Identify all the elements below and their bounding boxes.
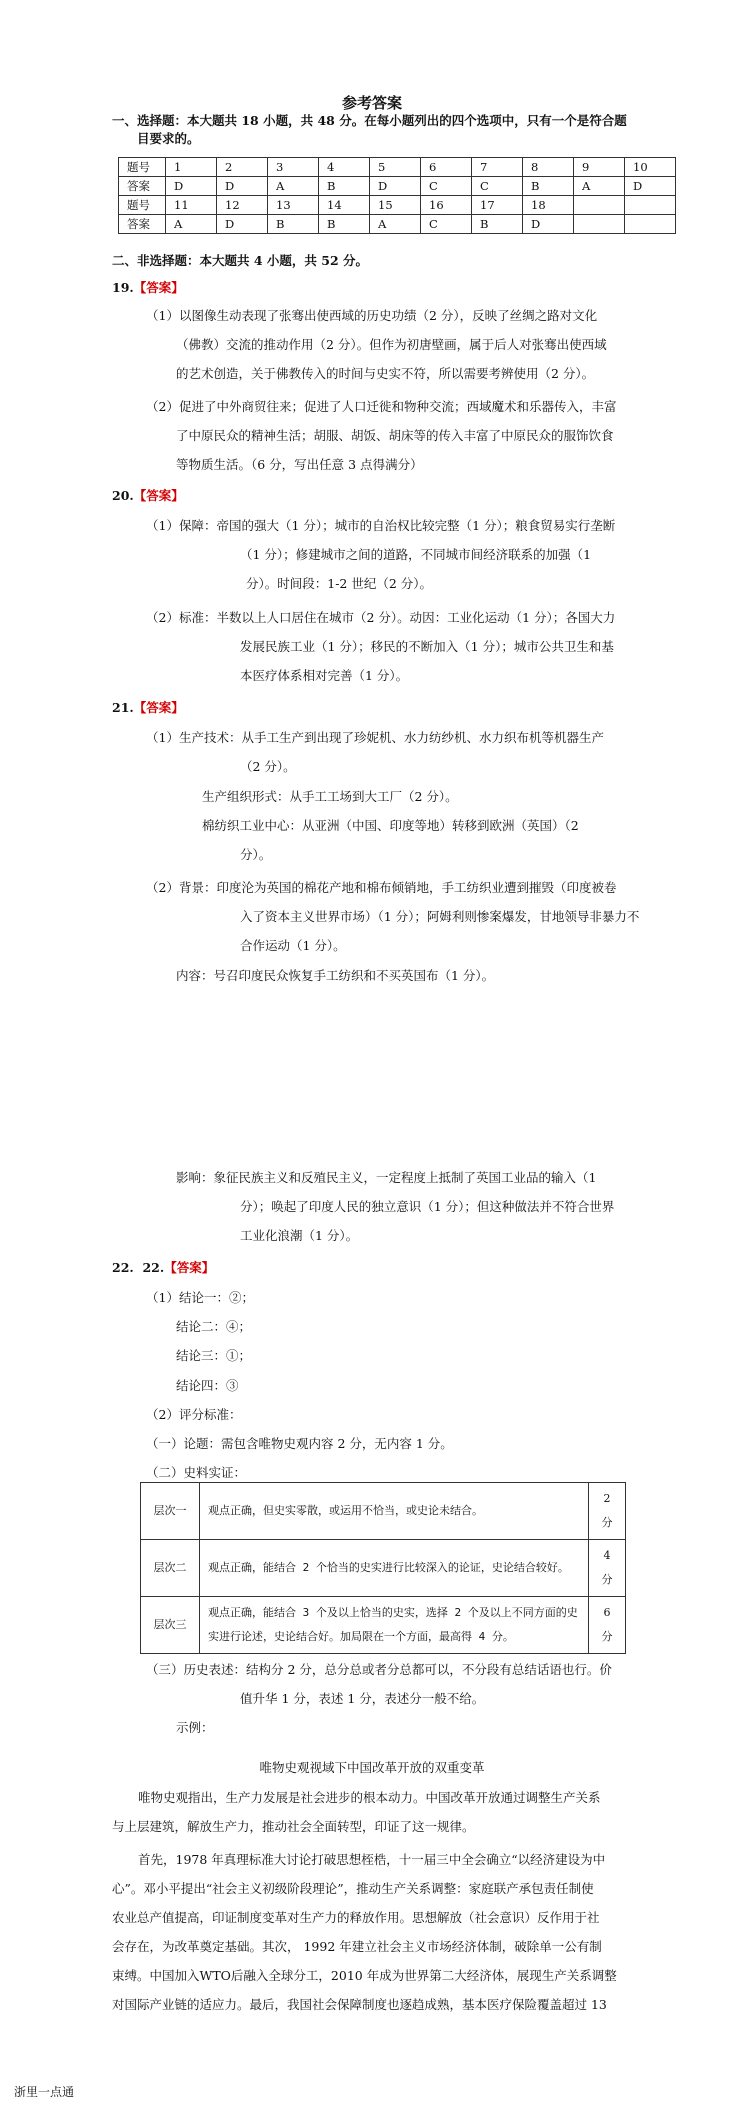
- table-row: 题号 11 12 13 14 15 16 17 18: [119, 196, 676, 215]
- essay-title: 唯物史观视域下中国改革开放的双重变革: [259, 1760, 485, 1775]
- scoring-table: [140, 1482, 626, 1654]
- q22-scoring-heading: （2）评分标准：: [146, 1407, 242, 1422]
- q20-a2-line1: （2）标准：半数以上人口居住在城市（2 分）。动因：工业化运动（1 分）；各国大力: [146, 610, 616, 625]
- q19-a1-line2: （佛教）交流的推动作用（2 分）。但作为初唐壁画，属于后人对张骞出使西域: [176, 337, 607, 352]
- table-row: 答案 A D B B A C B D: [119, 215, 676, 234]
- q22-conclusion-2: 结论二：④；: [176, 1319, 252, 1334]
- q21-a1-line2: （2 分）。: [240, 759, 296, 774]
- q21-a3-line1: 影响：象征民族主义和反殖民主义，一定程度上抵制了英国工业品的输入（1: [176, 1170, 597, 1185]
- choice-answer-table: [118, 157, 676, 234]
- q22-conclusion-4: 结论四：③: [176, 1378, 239, 1393]
- q22-heading: 22. 22.【答案】: [112, 1260, 215, 1275]
- q20-a2-line2: 发展民族工业（1 分）；移民的不断加入（1 分）；城市公共卫生和基: [240, 639, 614, 654]
- q19-heading: 19.【答案】: [112, 280, 184, 295]
- q20-a1-line1: （1）保障：帝国的强大（1 分）；城市的自治权比较完整（1 分）；粮食贸易实行垄断: [146, 518, 616, 533]
- q22-expression-line1: （三）历史表述：结构分 2 分，总分总或者分总都可以，不分段有总结话语也行。价: [146, 1662, 612, 1677]
- q22-scoring-evidence: （二）史料实证：: [146, 1465, 247, 1480]
- q19-a1-line1: （1）以图像生动表现了张骞出使西域的历史功绩（2 分），反映了丝绸之路对文化: [146, 308, 598, 323]
- q21-a2-line3: 合作运动（1 分）。: [240, 938, 346, 953]
- essay-p2-line2: 心”。邓小平提出“社会主义初级阶段理论”，推动生产关系调整：家庭联产承包责任制使: [112, 1881, 594, 1896]
- q21-a3-line3: 工业化浪潮（1 分）。: [240, 1228, 359, 1243]
- table-row: 层次三 观点正确，能结合 3 个及以上恰当的史实，选择 2 个及以上不同方面的史实进行论述，史论结合好。加局限在一个方面，最高得 4 分。 6 分: [141, 1597, 626, 1654]
- q21-a3-line2: 分）；唤起了印度人民的独立意识（1 分）；但这种做法并不符合世界: [240, 1199, 615, 1214]
- essay-p1-line2: 与上层建筑，解放生产力，推动社会全面转型，印证了这一规律。: [112, 1819, 475, 1834]
- part1-heading: 一、选择题：本大题共 18 小题，共 48 分。在每小题列出的四个选项中，只有一个是符合题 目要求的。: [112, 113, 627, 146]
- table-row: 题号 1 2 3 4 5 6 7 8 9 10: [119, 158, 676, 177]
- q19-a2-line1: （2）促进了中外商贸往来；促进了人口迁徙和物种交流；西域魔术和乐器传入，丰富: [146, 399, 617, 414]
- table-row: 层次二 观点正确，能结合 2 个恰当的史实进行比较深入的论证，史论结合较好。 4 分: [141, 1540, 626, 1597]
- footer-brand: 浙里一点通: [14, 2085, 75, 2099]
- q20-a1-line3: 分）。时间段：1-2 世纪（2 分）。: [246, 576, 433, 591]
- q20-a2-line3: 本医疗体系相对完善（1 分）。: [240, 668, 409, 683]
- q22-conclusion-1: （1）结论一：②；: [146, 1290, 254, 1305]
- q21-a1-line4: 棉纺织工业中心：从亚洲（中国、印度等地）转移到欧洲（英国）（2: [202, 818, 579, 833]
- q19-a2-line3: 等物质生活。（6 分，写出任意 3 点得满分）: [176, 457, 423, 472]
- q19-a1-line3: 的艺术创造，关于佛教传入的时间与史实不符，所以需要考辨使用（2 分）。: [176, 366, 595, 381]
- table-row: 层次一 观点正确，但史实零散，或运用不恰当，或史论未结合。 2 分: [141, 1483, 626, 1540]
- q20-a1-line2: （1 分）；修建城市之间的道路，不同城市间经济联系的加强（1: [240, 547, 592, 562]
- q22-example-label: 示例：: [176, 1720, 214, 1735]
- q19-a2-line2: 了中原民众的精神生活；胡服、胡饭、胡床等的传入丰富了中原民众的服饰饮食: [176, 428, 614, 443]
- q21-a1-line1: （1）生产技术：从手工生产到出现了珍妮机、水力纺纱机、水力织布机等机器生产: [146, 730, 604, 745]
- q20-heading: 20.【答案】: [112, 488, 184, 503]
- q21-a2-line4: 内容：号召印度民众恢复手工纺织和不买英国布（1 分）。: [176, 968, 495, 983]
- essay-p1-line1: 唯物史观指出，生产力发展是社会进步的根本动力。中国改革开放通过调整生产关系: [138, 1790, 601, 1805]
- essay-p2-line3: 农业总产值提高，印证制度变革对生产力的释放作用。思想解放（社会意识）反作用于社: [112, 1910, 600, 1925]
- essay-p2-line5: 束缚。中国加入WTO后融入全球分工，2010 年成为世界第二大经济体，展现生产关系调整: [112, 1968, 617, 1983]
- q21-a1-line5: 分）。: [240, 847, 272, 862]
- essay-p2-line4: 会存在，为改革奠定基础。其次， 1992 年建立社会主义市场经济体制，破除单一公有制: [112, 1939, 602, 1954]
- q22-expression-line2: 值升华 1 分，表述 1 分，表述分一般不给。: [240, 1691, 485, 1706]
- part2-heading: 二、非选择题：本大题共 4 小题，共 52 分。: [112, 253, 369, 268]
- q22-conclusion-3: 结论三：①；: [176, 1348, 252, 1363]
- table-row: 答案 D D A B D C C B A D: [119, 177, 676, 196]
- q22-scoring-thesis: （一）论题：需包含唯物史观内容 2 分，无内容 1 分。: [146, 1436, 453, 1451]
- essay-p2-line6: 对国际产业链的适应力。最后，我国社会保障制度也逐趋成熟，基本医疗保险覆盖超过 13: [112, 1997, 607, 2012]
- q21-a1-line3: 生产组织形式：从手工工场到大工厂（2 分）。: [202, 789, 458, 804]
- q21-a2-line2: 入了资本主义世界市场）（1 分）；阿姆利则惨案爆发，甘地领导非暴力不: [240, 909, 640, 924]
- q21-heading: 21.【答案】: [112, 700, 184, 715]
- q21-a2-line1: （2）背景：印度沦为英国的棉花产地和棉布倾销地，手工纺织业遭到摧毁（印度被卷: [146, 880, 617, 895]
- page-title: 参考答案: [341, 94, 402, 112]
- essay-p2-line1: 首先，1978 年真理标准大讨论打破思想桎梏，十一届三中全会确立“以经济建设为中: [138, 1852, 606, 1867]
